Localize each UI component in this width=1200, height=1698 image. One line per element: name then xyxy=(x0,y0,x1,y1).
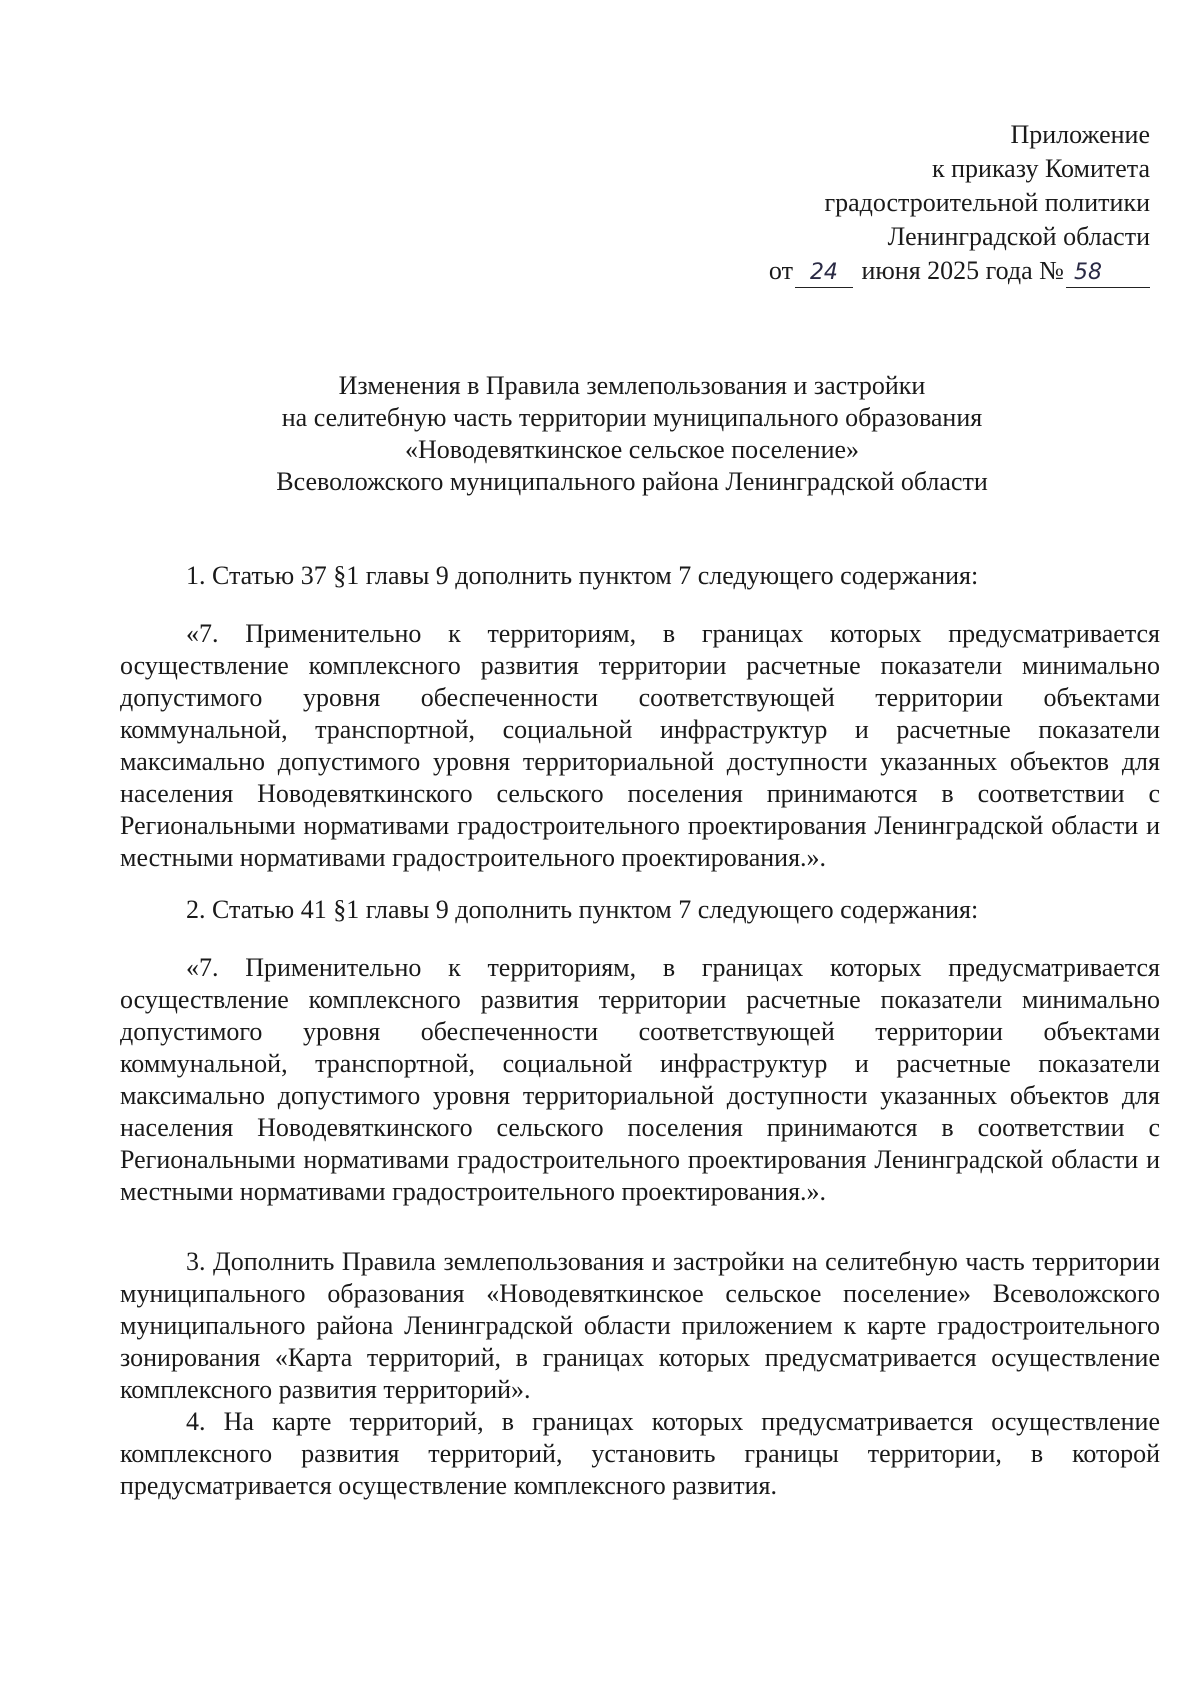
appendix-region: Ленинградской области xyxy=(887,222,1150,251)
title-line-3: «Новодевяткинское сельское поселение» xyxy=(404,435,860,464)
appendix-title: Приложение xyxy=(1010,120,1150,149)
item-2: 2. Статью 41 §1 главы 9 дополнить пунктом 7 следующего содержания: xyxy=(186,895,979,924)
title-line-1: Изменения в Правила землепользования и застройки xyxy=(338,371,926,400)
quote-2: «7. Применительно к территориям, в границах которых предусматривается осуществление комплексного развития территории расчетные показатели минимально допустимого уровня обеспеченности соответствующей территории объектами коммунальной, транспортной, социальной инфраструктур и расчетные показатели максимально допустимого уровня территориальной доступности указанных объектов для населения Новодевяткинского сельского поселения принимаются в соответствии с Региональными нормативами градостроительного проектирования Ленинградской области и местными нормативами градостроительного проектирования.». xyxy=(120,953,1160,1206)
appendix-order-ref: к приказу Комитета xyxy=(931,154,1150,183)
title-line-4: Всеволожского муниципального района Ленинградской области xyxy=(276,467,988,496)
document-body xyxy=(120,560,1160,1502)
order-number-handwritten: 58 xyxy=(1066,259,1150,288)
appendix-header xyxy=(630,118,1150,288)
date-day-handwritten: 24 xyxy=(795,259,853,288)
item-3: 3. Дополнить Правила землепользования и застройки на селитебную часть территории муниципального образования «Новодевяткинское сельское поселение» Всеволожского муниципального района Ленинградской области приложением к карте градостроительного зонирования «Карта территорий, в границах которых предусматривается осуществление комплексного развития территорий». xyxy=(120,1247,1160,1404)
title-line-2: на селитебную часть территории муниципального образования xyxy=(281,403,983,432)
appendix-date-line xyxy=(630,254,1150,288)
appendix-committee: градостроительной политики xyxy=(824,188,1150,217)
date-rest: июня 2025 года № xyxy=(861,256,1064,285)
item-1: 1. Статью 37 §1 главы 9 дополнить пунктом 7 следующего содержания: xyxy=(186,561,979,590)
quote-1: «7. Применительно к территориям, в границах которых предусматривается осуществление комплексного развития территории расчетные показатели минимально допустимого уровня обеспеченности соответствующей территории объектами коммунальной, транспортной, социальной инфраструктур и расчетные показатели максимально допустимого уровня территориальной доступности указанных объектов для населения Новодевяткинского сельского поселения принимаются в соответствии с Региональными нормативами градостроительного проектирования Ленинградской области и местными нормативами градостроительного проектирования.». xyxy=(120,619,1160,872)
document-title xyxy=(100,370,1164,498)
date-prefix: от xyxy=(768,256,793,285)
item-4: 4. На карте территорий, в границах которых предусматривается осуществление комплексного развития территорий, установить границы территории, в которой предусматривается осуществление комплексного развития. xyxy=(120,1407,1160,1500)
